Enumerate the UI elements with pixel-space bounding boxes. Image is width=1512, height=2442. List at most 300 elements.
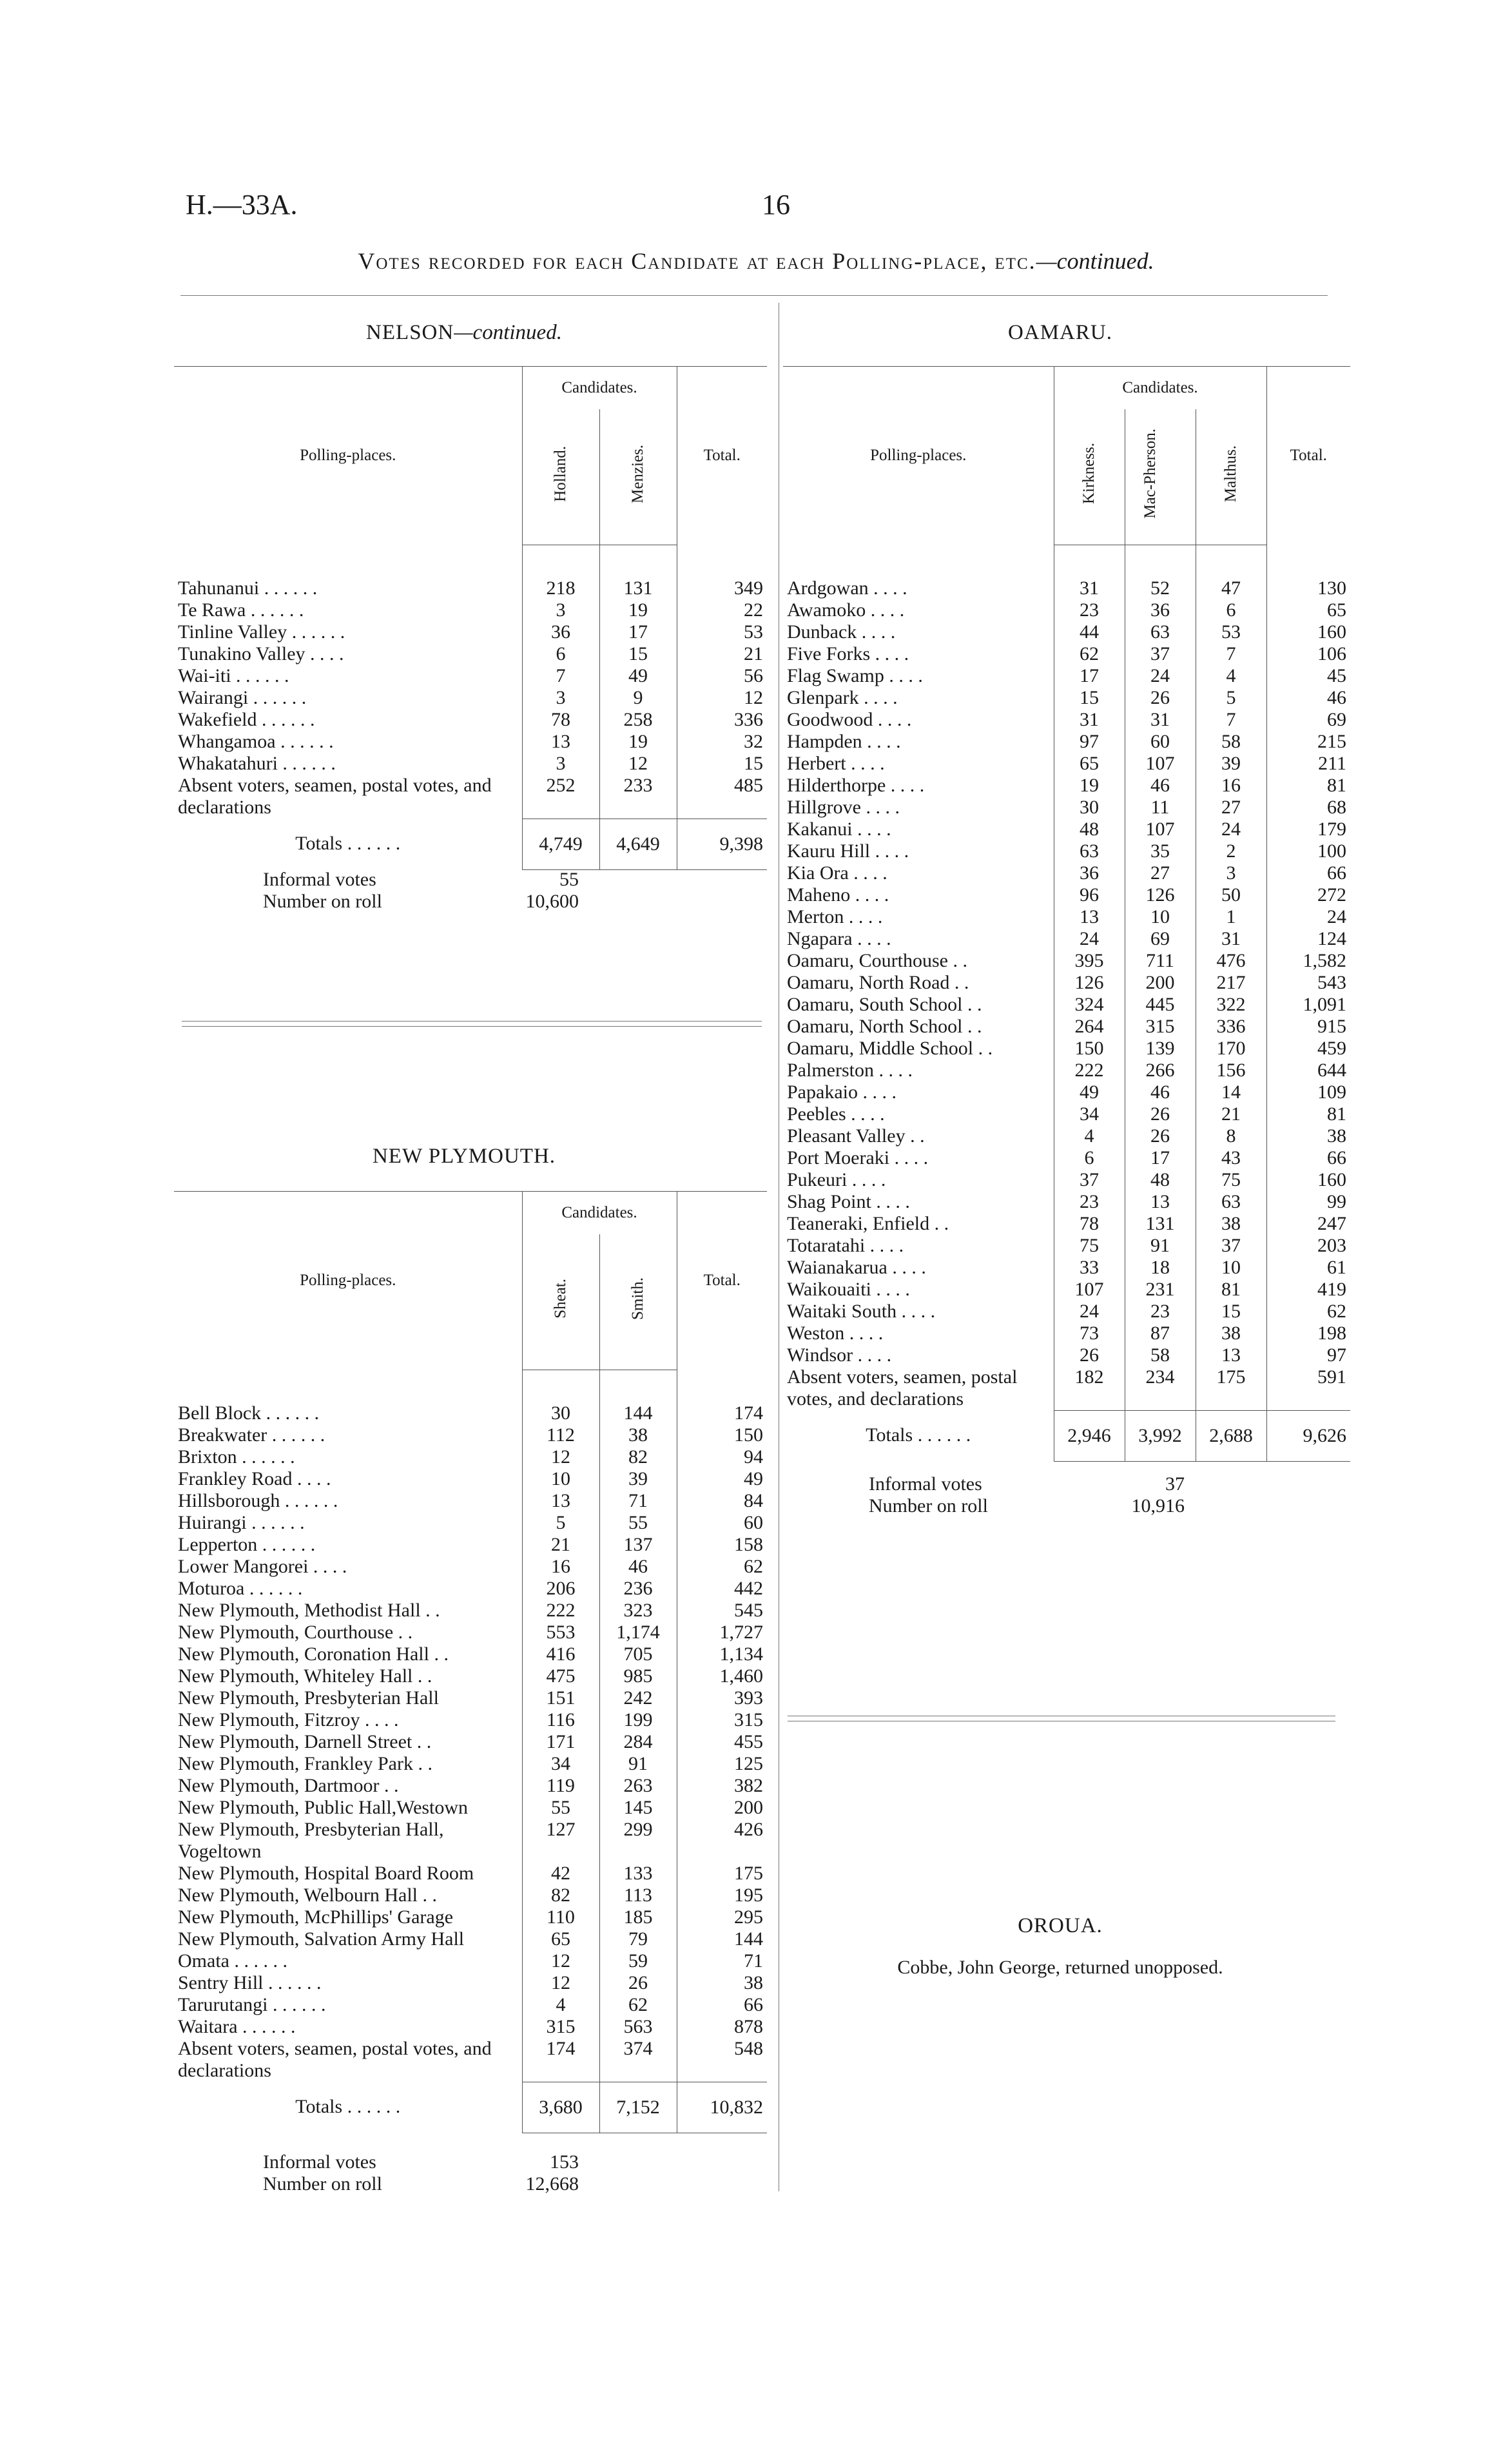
candidate-votes: 3 (522, 687, 599, 709)
candidate-votes: 31 (1054, 545, 1125, 600)
table-row (783, 1038, 1350, 1060)
polling-place-name: Te Rawa . . . . . . (178, 599, 304, 621)
table-row (174, 1906, 767, 1928)
candidate-votes: 374 (599, 2038, 677, 2082)
candidate-votes: 395 (1054, 950, 1125, 972)
candidate-votes: 21 (1196, 1103, 1266, 1125)
candidate-header (599, 1234, 677, 1370)
polling-place-name: Merton . . . . (787, 906, 883, 927)
candidate-header (522, 409, 599, 545)
candidate-name: Smith. (629, 1277, 646, 1320)
row-total: 69 (1266, 709, 1350, 731)
row-total: 100 (1266, 840, 1350, 862)
candidate-votes: 36 (1125, 599, 1196, 621)
candidate-votes: 139 (1125, 1038, 1196, 1060)
grand-total: 9,626 (1266, 1410, 1350, 1461)
totals-row (174, 819, 767, 869)
table-row (174, 1600, 767, 1622)
candidate-header (1125, 409, 1196, 545)
row-total: 160 (1266, 1169, 1350, 1191)
polling-place-name: Pukeuri . . . . (787, 1169, 886, 1190)
table-row (783, 621, 1350, 643)
candidate-votes: 46 (1125, 775, 1196, 797)
candidate-votes: 324 (1054, 994, 1125, 1016)
row-total: 548 (677, 2038, 767, 2082)
table-row (174, 1819, 767, 1863)
oamaru-informal (869, 1473, 1185, 1517)
candidate-votes: 23 (1125, 1301, 1196, 1323)
candidate-votes: 48 (1125, 1169, 1196, 1191)
candidates-header: Candidates. (522, 367, 677, 410)
table-row (783, 994, 1350, 1016)
candidate-votes: 19 (599, 731, 677, 753)
row-total: 315 (677, 1709, 767, 1731)
row-total: 591 (1266, 1366, 1350, 1410)
table-row (783, 1147, 1350, 1169)
polling-place-name: New Plymouth, Coronation Hall . . (178, 1643, 449, 1665)
polling-place-name: Tahunanui . . . . . . (178, 577, 318, 599)
candidate-votes: 79 (599, 1928, 677, 1950)
row-total: 66 (1266, 1147, 1350, 1169)
new-plymouth-title: NEW PLYMOUTH. (372, 1145, 556, 1168)
polling-place-name: New Plymouth, Methodist Hall . . (178, 1600, 440, 1621)
polling-place-name: Ngapara . . . . (787, 928, 891, 949)
row-total: 38 (677, 1972, 767, 1994)
polling-place-name: Tarurutangi . . . . . . (178, 1994, 326, 2015)
candidate-votes: 231 (1125, 1279, 1196, 1301)
candidate-votes: 27 (1125, 862, 1196, 884)
candidate-votes: 63 (1054, 840, 1125, 862)
candidate-votes: 82 (522, 1885, 599, 1906)
row-total: 45 (1266, 665, 1350, 687)
table-row (174, 753, 767, 775)
table-row (783, 545, 1350, 600)
candidate-votes: 10 (522, 1468, 599, 1490)
new-plymouth-rows (174, 1370, 767, 2133)
row-total: 878 (677, 2016, 767, 2038)
totals-label: Totals . . . . . . (866, 1424, 971, 1446)
table-row (783, 950, 1350, 972)
candidate-votes: 19 (599, 599, 677, 621)
candidate-votes: 107 (1054, 1279, 1125, 1301)
table-row (174, 1622, 767, 1643)
table-row (783, 1081, 1350, 1103)
polling-place-name: Oamaru, Courthouse . . (787, 950, 967, 971)
candidate-votes: 62 (1054, 643, 1125, 665)
candidate-votes: 58 (1125, 1344, 1196, 1366)
candidate-votes: 12 (522, 1972, 599, 1994)
candidate-votes: 31 (1125, 709, 1196, 731)
candidate-votes: 55 (522, 1797, 599, 1819)
candidate-votes: 322 (1196, 994, 1266, 1016)
candidate-votes: 4 (1196, 665, 1266, 687)
candidate-votes: 258 (599, 709, 677, 731)
informal-label: Informal votes (263, 869, 376, 890)
candidate-votes: 46 (1125, 1081, 1196, 1103)
candidate-votes: 26 (1125, 687, 1196, 709)
candidate-total: 4,749 (522, 819, 599, 869)
table-row (174, 545, 767, 600)
candidate-votes: 38 (1196, 1323, 1266, 1344)
nelson-title-continued: —continued. (454, 321, 562, 344)
candidate-votes: 171 (522, 1731, 599, 1753)
table-row (783, 709, 1350, 731)
row-total: 125 (677, 1753, 767, 1775)
candidate-votes: 78 (522, 709, 599, 731)
row-total: 130 (1266, 545, 1350, 600)
polling-place-name: Papakaio . . . . (787, 1081, 897, 1103)
row-total: 65 (1266, 599, 1350, 621)
table-row (174, 1687, 767, 1709)
polling-place-name: New Plymouth, Dartmoor . . (178, 1775, 399, 1796)
row-total: 99 (1266, 1191, 1350, 1213)
table-row (174, 1753, 767, 1775)
row-total: 295 (677, 1906, 767, 1928)
row-total: 144 (677, 1928, 767, 1950)
candidates-header: Candidates. (522, 1192, 677, 1235)
informal-value: 37 (1165, 1473, 1185, 1495)
row-total: 382 (677, 1775, 767, 1797)
grand-total: 10,832 (677, 2082, 767, 2133)
candidate-votes: 206 (522, 1578, 599, 1600)
candidate-votes: 82 (599, 1446, 677, 1468)
polling-place-name: Lepperton . . . . . . (178, 1534, 316, 1555)
page-title-continued: —continued. (1036, 248, 1154, 274)
candidate-votes: 315 (1125, 1016, 1196, 1038)
candidate-votes: 78 (1054, 1213, 1125, 1235)
row-total: 81 (1266, 775, 1350, 797)
candidate-votes: 69 (1125, 928, 1196, 950)
table-row (783, 665, 1350, 687)
table-row (174, 1863, 767, 1885)
candidate-votes: 13 (522, 731, 599, 753)
candidate-votes: 44 (1054, 621, 1125, 643)
row-total: 545 (677, 1600, 767, 1622)
candidate-votes: 73 (1054, 1323, 1125, 1344)
polling-place-name: Absent voters, seamen, postal votes, and declarations (178, 775, 492, 818)
oamaru-table (783, 366, 1350, 1462)
table-row (174, 1775, 767, 1797)
candidate-votes: 15 (599, 643, 677, 665)
table-row (174, 1490, 767, 1512)
polling-place-name: Shag Point . . . . (787, 1191, 910, 1212)
candidate-votes: 113 (599, 1885, 677, 1906)
candidate-votes: 217 (1196, 972, 1266, 994)
row-total: 68 (1266, 797, 1350, 819)
candidate-votes: 35 (1125, 840, 1196, 862)
polling-place-name: Oamaru, South School . . (787, 994, 982, 1015)
candidate-total: 7,152 (599, 2082, 677, 2133)
candidate-votes: 13 (1125, 1191, 1196, 1213)
table-row (174, 1928, 767, 1950)
candidate-name: Kirkness. (1080, 443, 1098, 505)
row-total: 349 (677, 545, 767, 600)
candidate-votes: 37 (1054, 1169, 1125, 1191)
candidate-votes: 156 (1196, 1060, 1266, 1081)
nelson-title (174, 321, 754, 345)
candidate-votes: 200 (1125, 972, 1196, 994)
candidate-votes: 7 (522, 665, 599, 687)
polling-place-name: New Plymouth, Courthouse . . (178, 1622, 413, 1643)
candidate-votes: 58 (1196, 731, 1266, 753)
candidate-total: 4,649 (599, 819, 677, 869)
candidate-votes: 39 (599, 1468, 677, 1490)
candidate-votes: 96 (1054, 884, 1125, 906)
row-total: 150 (677, 1424, 767, 1446)
candidate-votes: 336 (1196, 1016, 1266, 1038)
row-total: 160 (1266, 621, 1350, 643)
row-total: 81 (1266, 1103, 1350, 1125)
candidate-votes: 222 (522, 1600, 599, 1622)
table-row (174, 1885, 767, 1906)
candidate-votes: 24 (1125, 665, 1196, 687)
candidate-votes: 131 (1125, 1213, 1196, 1235)
row-total: 15 (677, 753, 767, 775)
polling-place-name: New Plymouth, Presbyterian Hall, Vogeltown (178, 1819, 444, 1862)
candidate-votes: 37 (1196, 1235, 1266, 1257)
polling-place-name: New Plymouth, Public Hall,Westown (178, 1797, 469, 1818)
candidate-votes: 3 (1196, 862, 1266, 884)
polling-place-name: Wai-iti . . . . . . (178, 665, 289, 686)
candidate-votes: 563 (599, 2016, 677, 2038)
candidate-votes: 14 (1196, 1081, 1266, 1103)
candidate-votes: 16 (522, 1556, 599, 1578)
candidate-votes: 91 (1125, 1235, 1196, 1257)
polling-place-name: New Plymouth, Frankley Park . . (178, 1753, 432, 1774)
table-row (174, 1534, 767, 1556)
polling-place-name: Flag Swamp . . . . (787, 665, 923, 686)
nelson-title-text: NELSON (366, 321, 454, 344)
candidate-votes: 75 (1196, 1169, 1266, 1191)
candidate-votes: 144 (599, 1370, 677, 1425)
candidate-votes: 34 (522, 1753, 599, 1775)
candidate-votes: 30 (1054, 797, 1125, 819)
candidate-votes: 16 (1196, 775, 1266, 797)
polling-place-name: Wakefield . . . . . . (178, 709, 315, 730)
candidate-votes: 1 (1196, 906, 1266, 928)
informal-label: Informal votes (869, 1473, 982, 1495)
polling-place-name: Five Forks . . . . (787, 643, 909, 664)
candidate-votes: 17 (599, 621, 677, 643)
candidate-votes: 18 (1125, 1257, 1196, 1279)
candidate-header (1196, 409, 1266, 545)
candidate-votes: 476 (1196, 950, 1266, 972)
row-total: 198 (1266, 1323, 1350, 1344)
candidate-votes: 53 (1196, 621, 1266, 643)
polling-place-name: Absent voters, seamen, postal votes, and declarations (787, 1366, 1018, 1410)
candidate-votes: 8 (1196, 1125, 1266, 1147)
candidate-votes: 145 (599, 1797, 677, 1819)
polling-place-name: Glenpark . . . . (787, 687, 898, 708)
candidate-votes: 222 (1054, 1060, 1125, 1081)
candidate-votes: 323 (599, 1600, 677, 1622)
oamaru-rows (783, 545, 1350, 1462)
polling-place-name: Oamaru, North School . . (787, 1016, 982, 1037)
row-total: 915 (1266, 1016, 1350, 1038)
candidate-votes: 47 (1196, 545, 1266, 600)
total-header: Total. (677, 1192, 767, 1370)
roll-value: 10,916 (1131, 1495, 1185, 1517)
candidate-votes: 4 (522, 1994, 599, 2016)
candidate-votes: 30 (522, 1370, 599, 1425)
candidate-votes: 266 (1125, 1060, 1196, 1081)
candidate-votes: 174 (522, 2038, 599, 2082)
candidate-votes: 12 (522, 1950, 599, 1972)
informal-label: Informal votes (263, 2151, 376, 2173)
table-row (783, 1366, 1350, 1410)
polling-place-name: Whangamoa . . . . . . (178, 731, 334, 752)
table-row (174, 665, 767, 687)
candidate-votes: 264 (1054, 1016, 1125, 1038)
candidate-votes: 26 (599, 1972, 677, 1994)
table-row (783, 906, 1350, 928)
candidate-votes: 3 (522, 753, 599, 775)
row-total: 94 (677, 1446, 767, 1468)
table-row (174, 1556, 767, 1578)
table-row (783, 1191, 1350, 1213)
candidate-votes: 234 (1125, 1366, 1196, 1410)
row-total: 1,134 (677, 1643, 767, 1665)
table-row (783, 1301, 1350, 1323)
row-total: 71 (677, 1950, 767, 1972)
polling-place-name: Omata . . . . . . (178, 1950, 287, 1972)
candidate-votes: 15 (1054, 687, 1125, 709)
candidate-votes: 7 (1196, 709, 1266, 731)
candidate-votes: 137 (599, 1534, 677, 1556)
candidate-votes: 71 (599, 1490, 677, 1512)
candidate-votes: 38 (599, 1424, 677, 1446)
candidate-votes: 1,174 (599, 1622, 677, 1643)
row-total: 62 (1266, 1301, 1350, 1323)
candidate-votes: 126 (1125, 884, 1196, 906)
totals-label: Totals . . . . . . (295, 2096, 401, 2117)
candidate-votes: 55 (599, 1512, 677, 1534)
table-row (783, 1279, 1350, 1301)
polling-place-name: Peebles . . . . (787, 1103, 885, 1125)
table-row (783, 819, 1350, 840)
row-total: 49 (677, 1468, 767, 1490)
oamaru-title: OAMARU. (1008, 321, 1112, 344)
candidate-votes: 52 (1125, 545, 1196, 600)
polling-place-name: Waianakarua . . . . (787, 1257, 926, 1278)
row-total: 109 (1266, 1081, 1350, 1103)
candidate-votes: 475 (522, 1665, 599, 1687)
candidate-votes: 17 (1125, 1147, 1196, 1169)
row-total: 485 (677, 775, 767, 819)
table-row (783, 1060, 1350, 1081)
polling-place-name: New Plymouth, Presbyterian Hall (178, 1687, 439, 1709)
candidate-votes: 284 (599, 1731, 677, 1753)
roll-label: Number on roll (869, 1495, 988, 1517)
row-total: 203 (1266, 1235, 1350, 1257)
candidate-votes: 107 (1125, 819, 1196, 840)
new-plymouth-table (174, 1191, 767, 2133)
candidate-votes: 24 (1054, 928, 1125, 950)
polling-place-name: Palmerston . . . . (787, 1060, 913, 1081)
candidate-header (599, 409, 677, 545)
candidate-votes: 416 (522, 1643, 599, 1665)
grand-total: 9,398 (677, 819, 767, 869)
page-number: 16 (762, 189, 790, 220)
polling-place-name: Pleasant Valley . . (787, 1125, 925, 1147)
table-row (783, 840, 1350, 862)
new-plymouth-informal (263, 2151, 579, 2195)
candidate-votes: 11 (1125, 797, 1196, 819)
table-row (783, 775, 1350, 797)
table-row (174, 2038, 767, 2082)
candidate-votes: 3 (522, 599, 599, 621)
candidate-votes: 150 (1054, 1038, 1125, 1060)
table-row (783, 687, 1350, 709)
polling-places-header: Polling-places. (783, 367, 1054, 545)
nelson-table (174, 366, 767, 870)
row-total: 124 (1266, 928, 1350, 950)
candidate-votes: 6 (1196, 599, 1266, 621)
polling-place-name: Hillsborough . . . . . . (178, 1490, 338, 1511)
table-row (174, 1468, 767, 1490)
candidate-votes: 26 (1125, 1125, 1196, 1147)
candidate-votes: 985 (599, 1665, 677, 1687)
row-total: 56 (677, 665, 767, 687)
candidate-votes: 63 (1125, 621, 1196, 643)
row-total: 393 (677, 1687, 767, 1709)
roll-value: 12,668 (525, 2173, 579, 2195)
candidate-header (522, 1234, 599, 1370)
polling-place-name: Windsor . . . . (787, 1344, 892, 1366)
polling-place-name: Herbert . . . . (787, 753, 885, 774)
table-row (783, 1169, 1350, 1191)
table-row (174, 1370, 767, 1425)
candidate-votes: 199 (599, 1709, 677, 1731)
polling-place-name: Teaneraki, Enfield . . (787, 1213, 949, 1234)
row-total: 272 (1266, 884, 1350, 906)
table-row (174, 1731, 767, 1753)
candidate-votes: 31 (1196, 928, 1266, 950)
candidate-votes: 13 (1054, 906, 1125, 928)
candidate-votes: 175 (1196, 1366, 1266, 1410)
candidate-name: Malthus. (1222, 445, 1240, 503)
row-total: 38 (1266, 1125, 1350, 1147)
table-row (174, 709, 767, 731)
polling-place-name: Huirangi . . . . . . (178, 1512, 305, 1533)
table-row (783, 1213, 1350, 1235)
row-total: 1,460 (677, 1665, 767, 1687)
candidate-votes: 10 (1125, 906, 1196, 928)
candidate-votes: 13 (522, 1490, 599, 1512)
table-row (174, 1512, 767, 1534)
table-row (783, 1344, 1350, 1366)
table-row (174, 1972, 767, 1994)
row-total: 106 (1266, 643, 1350, 665)
table-row (174, 1994, 767, 2016)
page-title-text: Votes recorded for each Candidate at each Polling-place, etc. (358, 248, 1036, 274)
section-rule (182, 1021, 762, 1022)
candidate-votes: 553 (522, 1622, 599, 1643)
polling-place-name: New Plymouth, Salvation Army Hall (178, 1928, 465, 1950)
row-total: 419 (1266, 1279, 1350, 1301)
document-reference: H.—33A. (186, 189, 298, 220)
candidate-votes: 126 (1054, 972, 1125, 994)
candidate-votes: 6 (1054, 1147, 1125, 1169)
polling-place-name: Brixton . . . . . . (178, 1446, 295, 1468)
polling-place-name: Breakwater . . . . . . (178, 1424, 325, 1446)
table-row (174, 643, 767, 665)
table-row (783, 1323, 1350, 1344)
polling-place-name: Wairangi . . . . . . (178, 687, 307, 708)
polling-place-name: Waitaki South . . . . (787, 1301, 936, 1322)
candidate-votes: 711 (1125, 950, 1196, 972)
row-total: 21 (677, 643, 767, 665)
